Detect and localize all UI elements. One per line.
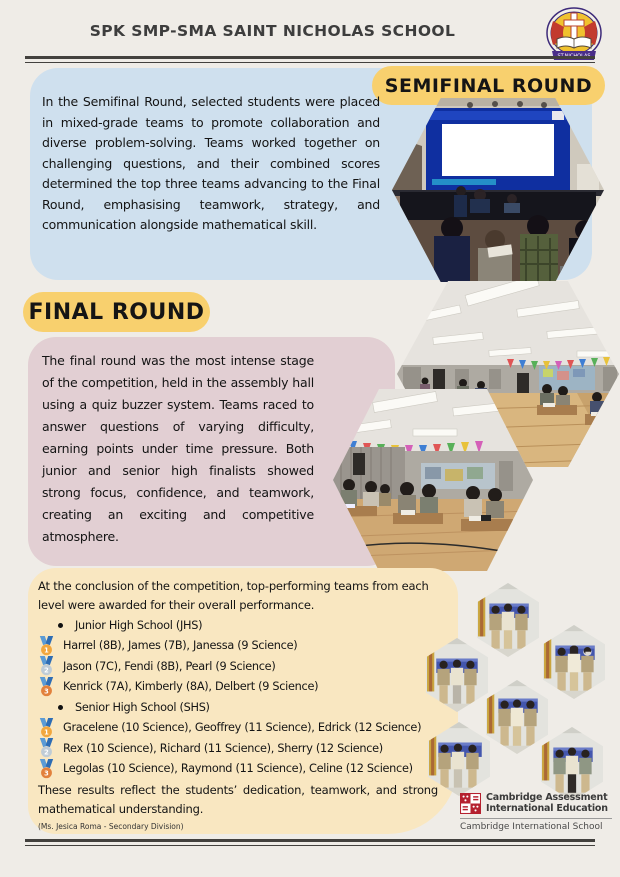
header-divider <box>25 56 595 63</box>
list-item: 3 Legolas (10 Science), Raymond (11 Science), Celine (12 Science) <box>38 759 450 780</box>
medal-silver-icon <box>38 656 55 676</box>
list-item: 1 Harrel (8B), James (7B), Janessa (9 Science) <box>38 636 450 657</box>
cambridge-org-line1: Cambridge Assessment <box>486 792 608 803</box>
svg-text:3: 3 <box>44 687 49 695</box>
semifinal-paragraph: In the Semifinal Round, selected students were placed in mixed-grade teams to promote collaboration and diverse problem-solving. Teams worked together on challenging questions, and their combined scores determined the top three teams advancing to the Final Round, emphasising teamwork, strategy, and communication alongside mathematical skill. <box>42 94 380 232</box>
list-item: 3 Kenrick (7A), Kimberly (8A), Delbert (9 Science) <box>38 677 450 698</box>
results-credit: (Ms. Jesica Roma - Secondary Division) <box>38 822 184 831</box>
list-item: Senior High School (SHS) <box>38 697 450 718</box>
svg-text:2: 2 <box>44 748 49 757</box>
svg-text:1: 1 <box>44 728 49 736</box>
list-item: 1 Gracelene (10 Science), Geoffrey (11 Science), Edrick (12 Science) <box>38 718 450 739</box>
award-photo-1 <box>477 583 539 657</box>
cambridge-logo-block <box>460 792 612 832</box>
medal-silver-icon <box>38 738 55 758</box>
list-item: 2 Rex (10 Science), Richard (11 Science), Sherry (12 Science) <box>38 738 450 759</box>
medal-gold-icon <box>38 718 55 738</box>
page-title: SPK SMP-SMA SAINT NICHOLAS SCHOOL <box>89 22 456 40</box>
cambridge-school-line: Cambridge International School <box>460 822 603 832</box>
svg-text:2: 2 <box>44 666 49 675</box>
award-photo-6 <box>541 727 603 801</box>
award-photo-4 <box>486 680 548 754</box>
medal-bronze-icon <box>38 677 55 697</box>
results-intro: At the conclusion of the competition, top-performing teams from each level were awarded for their overall performance. <box>38 579 429 612</box>
results-outro: These results reflect the students’ dedication, teamwork, and strong mathematical understanding. <box>38 783 438 816</box>
list-item: 2 Jason (7C), Fendi (8B), Pearl (9 Science) <box>38 656 450 677</box>
semifinal-badge: SEMIFINAL ROUND <box>372 66 605 105</box>
cambridge-org-line2: International Education <box>486 803 608 814</box>
bullet-icon <box>58 623 63 628</box>
cambridge-shield-icon <box>460 793 481 814</box>
footer-divider <box>25 839 595 846</box>
svg-text:1: 1 <box>44 646 49 654</box>
final-round-badge: FINAL ROUND <box>23 292 210 332</box>
bullet-icon <box>58 705 63 710</box>
medal-bronze-icon <box>38 759 55 779</box>
medal-gold-icon <box>38 636 55 656</box>
final-round-paragraph: The final round was the most intense stage of the competition, held in the assembly hall using a quiz buzzer system. Teams raced to answer questions of varying difficulty, earning points under time pressure. Both junior and senior high finalists showed strong focus, confidence, and teamwork, creating an exciting and competitive atmosphere. <box>42 353 314 544</box>
award-photo-2 <box>543 625 605 699</box>
cambridge-divider <box>460 818 612 819</box>
list-item: Junior High School (JHS) <box>38 615 450 636</box>
svg-text:3: 3 <box>44 769 49 777</box>
results-content <box>38 577 450 831</box>
